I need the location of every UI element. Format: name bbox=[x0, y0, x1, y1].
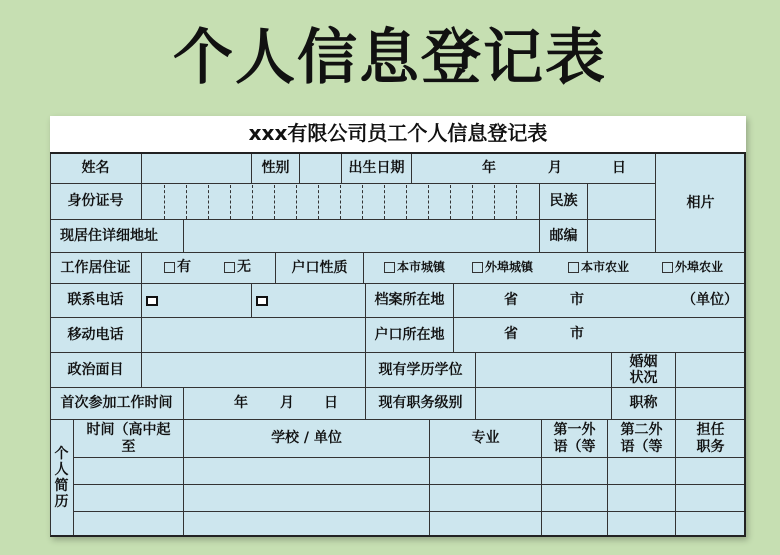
work-month-label: 月 bbox=[280, 395, 294, 411]
birth-year-label: 年 bbox=[482, 160, 496, 176]
political-status-label: 政治面目 bbox=[50, 353, 142, 388]
resume-row-1-school[interactable] bbox=[184, 458, 430, 485]
birth-date-label: 出生日期 bbox=[342, 154, 412, 184]
checkbox-icon bbox=[384, 262, 395, 273]
resume-row-2-lang2[interactable] bbox=[608, 485, 676, 512]
form-title: xxx有限公司员工个人信息登记表 bbox=[50, 116, 746, 154]
registration-form bbox=[50, 116, 746, 537]
archive-location-field[interactable] bbox=[454, 284, 746, 318]
resume-row-3-position[interactable] bbox=[676, 512, 746, 537]
checkbox-icon bbox=[568, 262, 579, 273]
resume-row-1-major[interactable] bbox=[430, 458, 542, 485]
work-permit-yes-option[interactable]: 有 bbox=[164, 259, 191, 275]
name-field[interactable] bbox=[142, 154, 252, 184]
contact-phone-label: 联系电话 bbox=[50, 284, 142, 318]
resume-label: 个人简历 bbox=[50, 420, 74, 537]
archive-unit-label: （单位） bbox=[682, 292, 738, 308]
checkbox-icon bbox=[662, 262, 673, 273]
id-number-label: 身份证号 bbox=[50, 184, 142, 220]
page-title: 个人信息登记表 bbox=[173, 23, 607, 93]
work-permit-label: 工作居住证 bbox=[50, 253, 142, 284]
photo-box[interactable] bbox=[656, 154, 746, 253]
mobile-field[interactable] bbox=[142, 318, 366, 353]
resume-row-2-lang1[interactable] bbox=[542, 485, 608, 512]
education-label: 现有学历学位 bbox=[366, 353, 476, 388]
ethnicity-field[interactable] bbox=[588, 184, 656, 220]
ethnicity-label: 民族 bbox=[540, 184, 588, 220]
resume-row-2-time[interactable] bbox=[74, 485, 184, 512]
resume-row-1-time[interactable] bbox=[74, 458, 184, 485]
resume-row-3-major[interactable] bbox=[430, 512, 542, 537]
marital-status-field[interactable] bbox=[676, 353, 746, 388]
hukou-location-field[interactable] bbox=[454, 318, 746, 353]
hukou-type-label: 户口性质 bbox=[276, 253, 364, 284]
education-field[interactable] bbox=[476, 353, 612, 388]
id-number-field[interactable] bbox=[142, 184, 540, 220]
checkbox-icon bbox=[224, 262, 235, 273]
resume-row-3-time[interactable] bbox=[74, 512, 184, 537]
phone-icon bbox=[146, 296, 158, 306]
hukou-location-label: 户口所在地 bbox=[366, 318, 454, 353]
checkbox-icon bbox=[164, 262, 175, 273]
marital-status-label: 婚姻状况 bbox=[612, 353, 676, 388]
resume-row-1-lang2[interactable] bbox=[608, 458, 676, 485]
resume-row-1-lang1[interactable] bbox=[542, 458, 608, 485]
hukou-option-nonlocal-urban[interactable]: 外埠城镇 bbox=[472, 261, 533, 275]
professional-title-field[interactable] bbox=[676, 388, 746, 420]
resume-row-3-lang2[interactable] bbox=[608, 512, 676, 537]
postcode-label: 邮编 bbox=[540, 220, 588, 253]
phone-icon bbox=[256, 296, 268, 306]
work-permit-options bbox=[142, 253, 276, 284]
resume-row-3-lang1[interactable] bbox=[542, 512, 608, 537]
birth-date-field[interactable] bbox=[412, 154, 656, 184]
work-day-label: 日 bbox=[324, 395, 338, 411]
resume-row-2-position[interactable] bbox=[676, 485, 746, 512]
resume-row-2-major[interactable] bbox=[430, 485, 542, 512]
gender-field[interactable] bbox=[300, 154, 342, 184]
archive-province-label: 省 bbox=[504, 292, 518, 308]
resume-lang1-header: 第一外语（等 bbox=[542, 420, 608, 458]
professional-title-label: 职称 bbox=[612, 388, 676, 420]
address-field[interactable] bbox=[184, 220, 540, 253]
hukou-province-label: 省 bbox=[504, 326, 518, 342]
resume-time-header: 时间（高中起至 bbox=[74, 420, 184, 458]
address-label: 现居住详细地址 bbox=[50, 220, 184, 253]
political-status-field[interactable] bbox=[142, 353, 366, 388]
photo-label: 相片 bbox=[686, 194, 715, 211]
work-permit-no-option[interactable]: 无 bbox=[224, 259, 251, 275]
resume-row-1-position[interactable] bbox=[676, 458, 746, 485]
postcode-field[interactable] bbox=[588, 220, 656, 253]
resume-school-header: 学校 / 单位 bbox=[184, 420, 430, 458]
hukou-option-nonlocal-rural[interactable]: 外埠农业 bbox=[662, 261, 723, 275]
first-work-time-field[interactable] bbox=[184, 388, 366, 420]
resume-row-3-school[interactable] bbox=[184, 512, 430, 537]
name-label: 姓名 bbox=[50, 154, 142, 184]
work-year-label: 年 bbox=[234, 395, 248, 411]
contact-phone-field-1[interactable] bbox=[142, 284, 252, 318]
checkbox-icon bbox=[472, 262, 483, 273]
resume-position-header: 担任职务 bbox=[676, 420, 746, 458]
hukou-type-options bbox=[364, 253, 746, 284]
mobile-label: 移动电话 bbox=[50, 318, 142, 353]
resume-row-2-school[interactable] bbox=[184, 485, 430, 512]
hukou-option-local-urban[interactable]: 本市城镇 bbox=[384, 261, 445, 275]
birth-day-label: 日 bbox=[612, 160, 626, 176]
birth-month-label: 月 bbox=[548, 160, 562, 176]
hukou-city-label: 市 bbox=[570, 326, 584, 342]
gender-label: 性别 bbox=[252, 154, 300, 184]
first-work-time-label: 首次参加工作时间 bbox=[50, 388, 184, 420]
archive-location-label: 档案所在地 bbox=[366, 284, 454, 318]
job-level-label: 现有职务级别 bbox=[366, 388, 476, 420]
resume-major-header: 专业 bbox=[430, 420, 542, 458]
job-level-field[interactable] bbox=[476, 388, 612, 420]
hukou-option-local-rural[interactable]: 本市农业 bbox=[568, 261, 629, 275]
form-grid bbox=[50, 154, 746, 537]
archive-city-label: 市 bbox=[570, 292, 584, 308]
contact-phone-field-2[interactable] bbox=[252, 284, 366, 318]
resume-lang2-header: 第二外语（等 bbox=[608, 420, 676, 458]
